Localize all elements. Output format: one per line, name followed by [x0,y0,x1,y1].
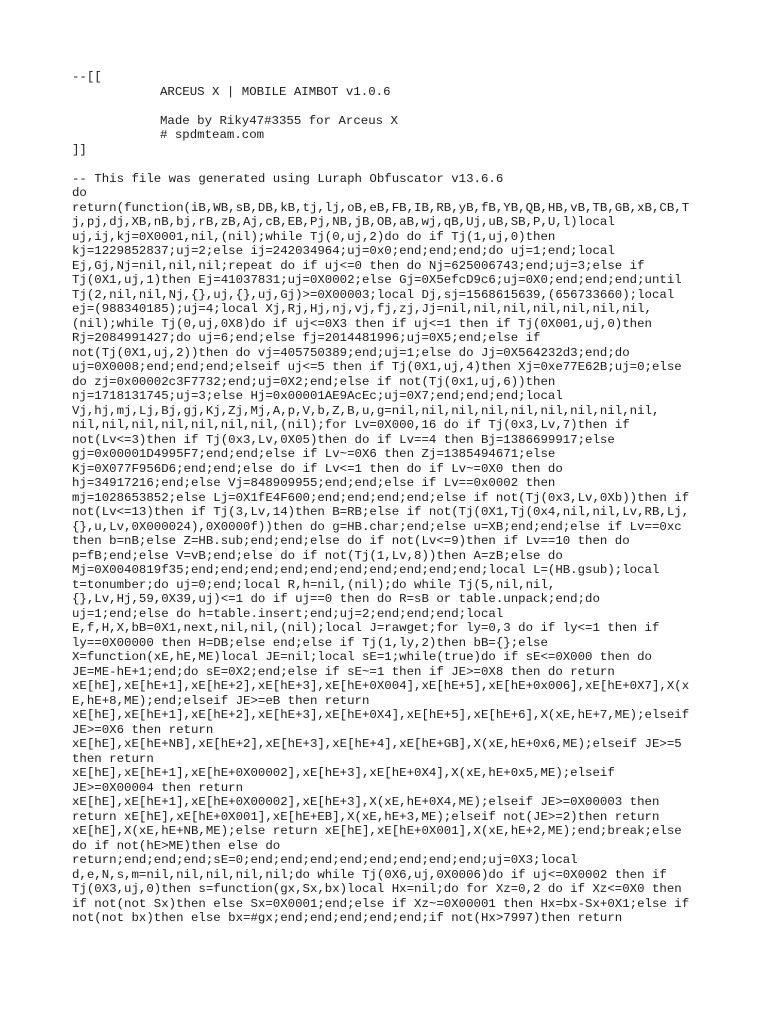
code-line: j,pj,dj,XB,nB,bj,rB,zB,Aj,cB,EB,Pj,NB,jB,OB,aB,wj,qB,Uj,uB,SB,P,U,l)local [72,215,615,229]
code-line: nil,nil,nil,nil,nil,nil,nil,(nil);for Lv=0X000,16 do if Tj(0x3,Lv,7)then if [72,418,630,432]
code-line: JE=ME-hE+1;end;do sE=0X2;end;else if sE~=1 then if JE>=0X8 then do return [72,664,615,679]
code-line: xE[hE],xE[hE+1],xE[hE+2],xE[hE+3],xE[hE+0X004],xE[hE+5],xE[hE+0x006],xE[hE+0X7],X(x [72,679,690,693]
code-line: kj=1229852837;uj=2;else ij=242034964;uj=0x0;end;end;end;do uj=1;end;local [72,244,615,258]
code-line: Tj(0X3,uj,0)then s=function(gx,Sx,bx)local Hx=nil;do for Xz=0,2 do if Xz<=0X0 then [72,882,682,896]
code-line: return;end;end;end;sE=0;end;end;end;end;end;end;end;end;uj=0X3;local [72,853,578,867]
code-line: {},Lv,Hj,59,0X39,uj)<=1 do if uj==0 then do R=sB or table.unpack;end;do [72,592,600,606]
code-line: then b=nB;else Z=HB.sub;end;end;else do if not(Lv<=9)then if Lv==10 then do [72,534,630,548]
code-line: Tj(2,nil,nil,Nj,{},uj,{},uj,Gj)>=0X00003;local Dj,sj=1568615639,(656733660);local [72,287,675,302]
code-line: Mj=0X0040819f35;end;end;end;end;end;end;end;end;end;end;local L=(HB.gsub);local [72,563,660,577]
code-line: Vj,hj,mj,Lj,Bj,gj,Kj,Zj,Mj,A,p,V,b,Z,B,u,g=nil,nil,nil,nil,nil,nil,nil,nil,nil, [72,403,660,418]
code-line: not(Tj(0X1,uj,2))then do vj=405750389;end;uj=1;else do Jj=0X564232d3;end;do [72,345,630,360]
code-line: ly==0X00000 then H=DB;else end;else if Tj(1,ly,2)then bB={};else [72,635,548,650]
code-line: p=fB;end;else V=vB;end;else do if not(Tj(1,Lv,8))then A=zB;else do [72,548,563,563]
code-line: not(Lv<=13)then if Tj(3,Lv,14)then B=RB;else if not(Tj(0X1,Tj(0x4,nil,nil,Lv,RB,Lj, [72,505,690,519]
code-line: not(not bx)then else bx=#gx;end;end;end;end;end;if not(Hx>7997)then return [72,911,623,925]
code-line: if not(not Sx)then else Sx=0X0001;end;else if Xz~=0X00001 then Hx=bx-Sx+0X1;else if [72,896,690,911]
code-line: Rj=2084991427;do uj=6;end;else fj=2014481996;uj=0X5;end;else if [72,331,541,345]
comment-close: ]] [72,142,87,157]
code-line: (nil);while Tj(0,uj,0X8)do if uj<=0X3 then if uj<=1 then if Tj(0X001,uj,0)then [72,316,652,331]
code-line: X=function(xE,hE,ME)local JE=nil;local sE=1;while(true)do if sE<=0X000 then do [72,650,652,664]
comment-open: --[[ [72,70,102,84]
code-line: hj=34917216;end;else Vj=848909955;end;end;else if Lv==0x0002 then [72,476,556,490]
code-line: mj=1028653852;else Lj=0X1fE4F600;end;end;end;end;else if not(Tj(0x3,Lv,0Xb))then if [72,490,690,505]
code-line: nj=1718131745;uj=3;else Hj=0x00001AE9AcEc;uj=0X7;end;end;end;local [72,389,563,403]
code-line: JE>=0X6 then return [72,722,214,737]
code-line: return(function(iB,WB,sB,DB,kB,tj,lj,oB,eB,FB,IB,RB,yB,fB,YB,QB,HB,vB,TB,GB,xB,CB,T [72,200,690,215]
code-line: gj=0x00001D4995F7;end;end;else if Lv~=0X6 then Zj=1385494671;else [72,447,556,461]
code-line: then return [72,751,154,766]
code-line: xE[hE],xE[hE+1],xE[hE+0X00002],xE[hE+3],xE[hE+0X4],X(xE,hE+0x5,ME);elseif [72,766,615,780]
code-line: t=tonumber;do uj=0;end;local R,h=nil,(nil);do while Tj(5,nil,nil, [72,577,556,592]
blank-line [72,157,712,172]
code-line: not(Lv<=3)then if Tj(0x3,Lv,0X05)then do if Lv==4 then Bj=1386699917;else [72,432,615,447]
code-line: Ej,Gj,Nj=nil,nil,nil;repeat do if uj<=0 then do Nj=625006743;end;uj=3;else if [72,258,645,273]
code-line: ej=(988340185);uj=4;local Xj,Rj,Hj,nj,vj,fj,zj,Jj=nil,nil,nil,nil,nil,nil,nil, [72,302,652,316]
document-page [72,70,712,926]
author-credit: Made by Riky47#3355 for Arceus X [160,113,398,128]
generator-notice: -- This file was generated using Luraph Obfuscator v13.6.6 [72,171,504,186]
code-line: uj=1;end;else do h=table.insert;end;uj=2;end;end;end;local [72,606,504,621]
code-line: xE[hE],xE[hE+NB],xE[hE+2],xE[hE+3],xE[hE+4],xE[hE+GB],X(xE,hE+0x6,ME);elseif JE>=5 [72,737,682,751]
code-line: Kj=0X077F956D6;end;end;else do if Lv<=1 then do if Lv~=0X0 then do [72,461,563,476]
code-line: xE[hE],X(xE,hE+NB,ME);else return xE[hE],xE[hE+0X001],X(xE,hE+2,ME);end;break;else [72,824,682,838]
code-line: d,e,N,s,m=nil,nil,nil,nil,nil;do while Tj(0X6,uj,0X0006)do if uj<=0X0002 then if [72,867,667,882]
code-line: E,hE+8,ME);end;elseif JE>=eB then return [72,693,370,708]
code-line: {},u,Lv,0X000024),0X0000f))then do g=HB.char;end;else u=XB;end;end;else if Lv==0xc [72,519,682,534]
script-title: ARCEUS X | MOBILE AIMBOT v1.0.6 [160,84,391,99]
code-line: E,f,H,X,bB=0X1,next,nil,nil,(nil);local J=rawget;for ly=0,3 do if ly<=1 then if [72,621,660,635]
code-line: xE[hE],xE[hE+1],xE[hE+2],xE[hE+3],xE[hE+0X4],xE[hE+5],xE[hE+6],X(xE,hE+7,ME);elseif [72,708,690,722]
code-line: JE>=0X00004 then return [72,780,244,795]
code-line: do if not(hE>ME)then else do [72,838,281,853]
code-line: return xE[hE],xE[hE+0X001],xE[hE+EB],X(xE,hE+3,ME);elseif not(JE>=2)then return [72,809,660,824]
code-line: uj=0X0008;end;end;end;elseif uj<=5 then if Tj(0X1,uj,4)then Xj=0xe77E62B;uj=0;else [72,360,682,374]
code-line: uj,ij,kj=0X0001,nil,(nil);while Tj(0,uj,2)do do if Tj(1,uj,0)then [72,229,556,244]
code-line: do [72,186,87,200]
code-line: Tj(0X1,uj,1)then Ej=41037831;uj=0X0002;else Gj=0X5efcD9c6;uj=0X0;end;end;end;until [72,273,682,287]
website-line: # spdmteam.com [160,128,265,142]
code-line: xE[hE],xE[hE+1],xE[hE+0X00002],xE[hE+3],X(xE,hE+0X4,ME);elseif JE>=0X00003 then [72,795,660,809]
code-line: do zj=0x00002c3F7732;end;uj=0X2;end;else if not(Tj(0x1,uj,6))then [72,374,556,389]
code-block [72,186,712,926]
blank-line [72,99,712,114]
